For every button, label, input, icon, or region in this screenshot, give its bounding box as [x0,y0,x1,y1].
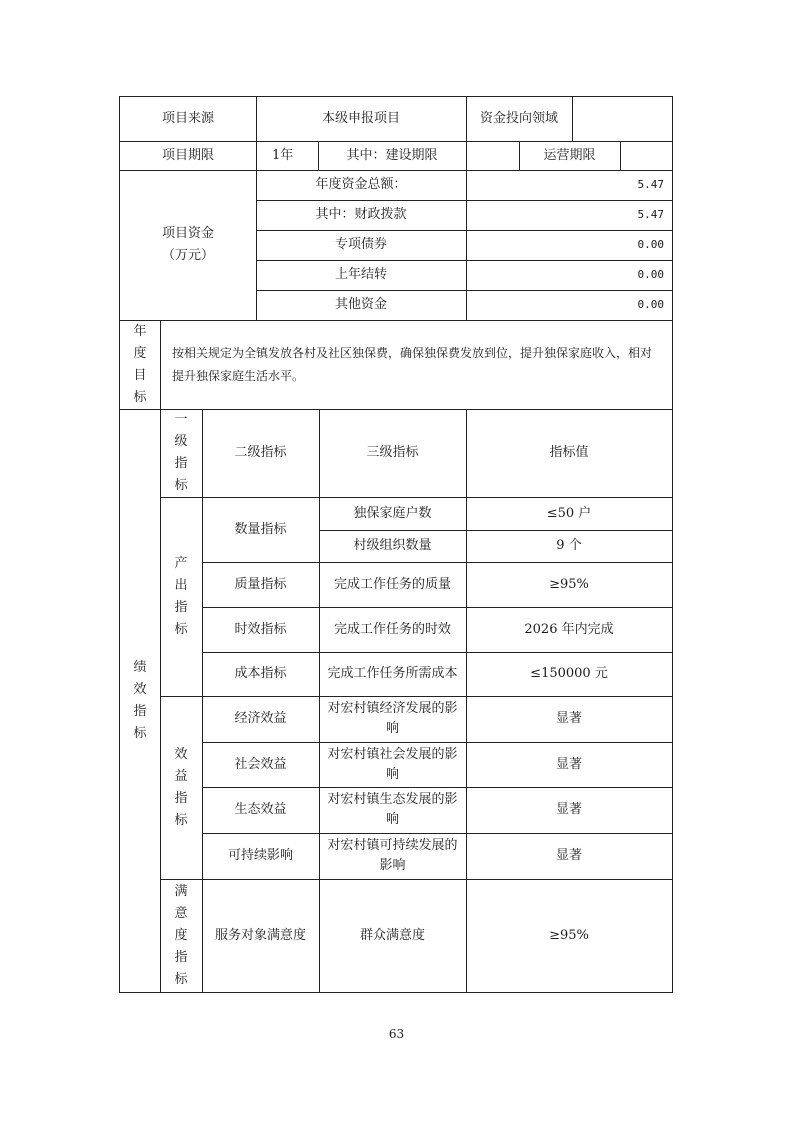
table-row-name [319,562,467,608]
period-label: 项目期限 [161,147,214,163]
funds-total-value: 5.47 [637,178,664,191]
table-row-name [319,696,467,743]
funds-bond-value: 0.00 [637,238,664,251]
table-row-value [466,652,673,697]
header-level1-char: 指 [174,456,188,471]
timeliness-label: 时效指标 [234,621,287,637]
households-name: 独保家庭户数 [353,505,432,521]
goal-label-char: 目 [133,367,147,383]
timeliness-name: 完成工作任务的时效 [333,621,451,637]
ecological-value: 显著 [555,802,582,817]
field-value-cell [572,96,673,142]
sustainable-name: 对宏村镇可持续发展的影响 [327,838,458,873]
funds-row-bond-value [466,230,673,261]
ops-label: 运营期限 [543,147,596,163]
satisfaction-char: 标 [174,971,188,987]
source-value-cell [256,96,467,142]
table-row-value [466,530,673,563]
economic-value: 显著 [555,711,582,726]
funds-row-fiscal-value [466,200,673,231]
social-name: 对宏村镇社会发展的影响 [327,746,458,782]
benefit-level1 [160,696,203,880]
goal-text-cell [160,320,673,410]
header-level1-char: 标 [174,478,188,493]
table-row-value [466,742,673,788]
economic-label: 经济效益 [234,711,287,726]
source-label: 项目来源 [161,111,214,126]
sustainable-label-cell [202,833,320,880]
table-row-value [466,562,673,608]
quality-name: 完成工作任务的质量 [333,576,451,592]
source-label-cell [119,96,257,142]
funds-carry-label: 上年结转 [334,267,387,282]
header-value [466,409,673,498]
header-value-text: 指标值 [549,445,589,460]
period-value-cell [256,141,319,171]
table-row-name [319,742,467,788]
satisfaction-level1 [160,879,203,993]
cost-label-cell [202,652,320,697]
table-row-name [319,652,467,697]
table-row-name [319,607,467,653]
header-level1-char: 级 [174,434,188,449]
source-value: 本级申报项目 [321,111,400,126]
quantity-label-cell [202,497,320,563]
section-char: 绩 [133,659,147,675]
village-org-name: 村级组织数量 [353,538,432,553]
benefit-char: 效 [174,746,188,762]
header-level1 [160,409,203,498]
cost-value: ≤150000 元 [530,666,608,681]
funds-row-carry-label [256,260,467,291]
output-char: 产 [174,555,188,571]
satisfaction-char: 度 [174,927,188,943]
indicators-section-label [119,409,161,993]
header-level2 [202,409,320,498]
economic-label-cell [202,696,320,743]
table-row-name [319,833,467,880]
benefit-char: 标 [174,812,188,828]
cost-label: 成本指标 [234,666,287,681]
build-value-cell [466,141,520,171]
social-label: 社会效益 [234,756,287,772]
page-number: 63 [388,1027,405,1041]
benefit-char: 指 [174,790,188,806]
table-row-name [319,787,467,834]
header-level3-text: 三级指标 [366,445,419,460]
funds-bond-label: 专项债券 [334,237,387,252]
funds-row-total-value [466,170,673,201]
timeliness-value: 2026 年内完成 [524,621,614,637]
table-row-name [319,497,467,531]
quantity-label: 数量指标 [234,521,287,537]
section-char: 指 [133,703,147,719]
header-level2-text: 二级指标 [234,445,287,460]
output-char: 指 [174,599,188,615]
ecological-label: 生态效益 [234,802,287,817]
goal-label-char: 标 [133,389,147,405]
economic-name: 对宏村镇经济发展的影响 [327,701,458,736]
satisfaction-value: ≥95% [549,927,589,943]
funds-label-line1: 项目资金 [161,226,214,241]
field-label: 资金投向领域 [479,111,558,126]
table-row-value [466,879,673,993]
satisfaction-char: 意 [174,905,188,921]
funds-row-carry-value [466,260,673,291]
satisfaction-name: 群众满意度 [359,927,425,943]
ops-value-cell [620,141,673,171]
period-value: 1年 [272,147,294,163]
funds-other-value: 0.00 [637,298,664,311]
funds-carry-value: 0.00 [637,268,664,281]
table-row-value [466,696,673,743]
village-org-value: 9 个 [556,538,582,553]
satisfaction-label-cell [202,879,320,993]
goal-label-char: 度 [133,345,147,361]
sustainable-value: 显著 [555,848,582,863]
output-char: 出 [174,577,188,593]
benefit-char: 益 [174,768,188,784]
section-char: 标 [133,725,147,741]
funds-row-other-value [466,290,673,321]
cost-name: 完成工作任务所需成本 [327,666,458,681]
goal-text: 按相关规定为全镇发放各村及社区独保费，确保独保费发放到位，提升独保家庭收入，相对提升独保家庭生活水平。 [172,345,653,383]
households-value: ≤50 户 [546,505,592,521]
funds-row-other-label [256,290,467,321]
table-row-name [319,530,467,563]
output-level1 [160,497,203,697]
build-label-cell [318,141,467,171]
funds-label-cell [119,170,257,321]
funds-fiscal-label: 其中：财政拨款 [315,207,407,222]
social-value: 显著 [555,756,582,772]
funds-label-line2: （万元） [161,248,214,263]
build-label: 其中：建设期限 [346,147,438,163]
funds-fiscal-value: 5.47 [637,208,664,221]
quality-label: 质量指标 [234,576,287,592]
table-row-value [466,607,673,653]
quality-label-cell [202,562,320,608]
table-row-value [466,833,673,880]
field-label-cell [466,96,573,142]
funds-row-bond-label [256,230,467,261]
social-label-cell [202,742,320,788]
quality-value: ≥95% [549,576,589,592]
funds-other-label: 其他资金 [334,297,387,312]
ecological-name: 对宏村镇生态发展的影响 [327,792,458,827]
funds-row-total-label [256,170,467,201]
timeliness-label-cell [202,607,320,653]
ops-label-cell [519,141,621,171]
header-level3 [319,409,467,498]
goal-label-cell [119,320,161,410]
satisfaction-label: 服务对象满意度 [214,927,306,943]
sustainable-label: 可持续影响 [227,848,293,863]
table-row-value [466,497,673,531]
table-row-value [466,787,673,834]
goal-label-char: 年 [133,323,147,339]
section-char: 效 [133,681,147,697]
satisfaction-char: 满 [174,883,188,899]
ecological-label-cell [202,787,320,834]
satisfaction-char: 指 [174,949,188,965]
header-level1-char: 一 [174,412,188,427]
funds-row-fiscal-label [256,200,467,231]
output-char: 标 [174,621,188,637]
funds-total-label: 年度资金总额： [315,177,407,192]
table-row-name [319,879,467,993]
period-label-cell [119,141,257,171]
